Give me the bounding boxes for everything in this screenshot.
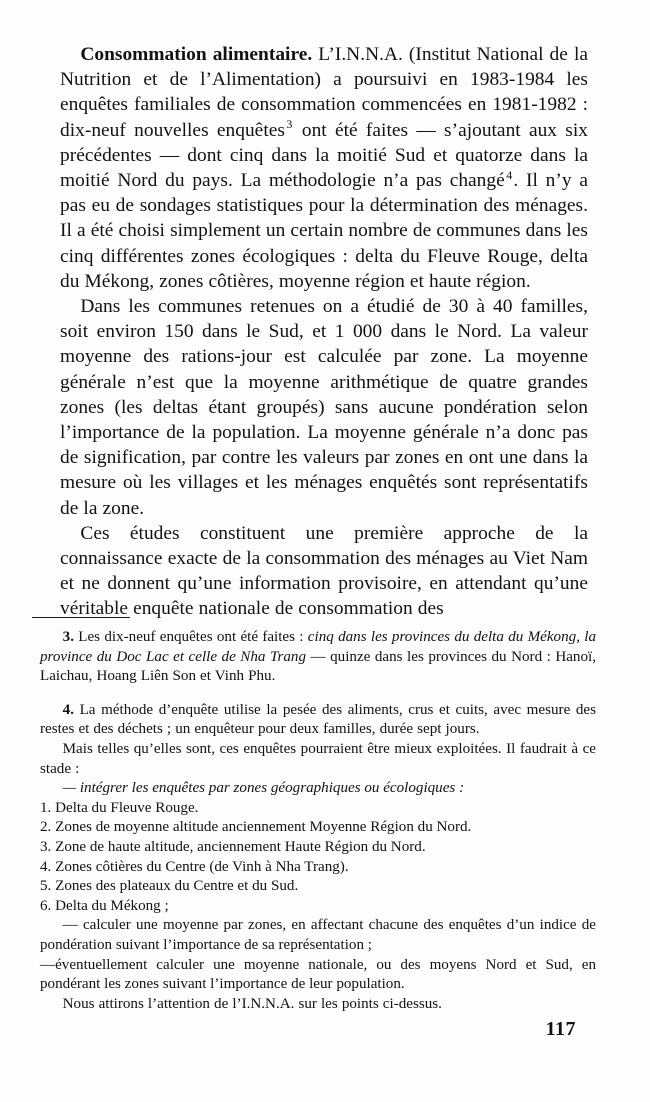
paragraph-lead-in: Consommation alimentaire.	[80, 44, 313, 65]
footnote-marker-4: 4	[506, 167, 513, 182]
recommendation-bullet-integrer: — intégrer les enquêtes par zones géographiques ou écologiques :	[62, 780, 465, 797]
paragraph-text-segment-1: L’I.N.N.A. (Institut National de la Nutrition et de l’Alimentation) a poursuivi en 1983-1984 les enquêtes familiales de consommation commencées en 1981-1982 : dix-neuf nouvelles enquêtes	[60, 44, 588, 141]
paragraph-text-segment-2: ont été faites — s’ajoutant aux six précédentes — dont cinq dans la moitié Sud et quatorze dans la moitié Nord du pays. La méthodologie n’a pas changé	[60, 119, 589, 192]
zone-list-item: 5. Zones des plateaux du Centre et du Sud.	[40, 878, 299, 895]
footnote-4-text: La méthode d’enquête utilise la pesée des aliments, crus et cuits, avec mesure des restes et des déchets ; un enquêteur pour deux familles, durée sept jours.	[40, 701, 596, 738]
footnotes-column	[40, 628, 596, 1014]
recommendation-bullet-calculer: — calculer une moyenne par zones, en affectant chacune des enquêtes d’un indice de pondération suivant l’importance de sa représentation ;	[40, 917, 596, 953]
footnote-separator-rule	[32, 617, 130, 618]
zone-list	[40, 799, 596, 917]
paragraph-consommation-alimentaire	[60, 42, 588, 294]
footnote-3-italic-clause: cinq dans les provinces du delta du Mékong, la province du Doc Lac et celle de Nha Trang	[40, 629, 596, 665]
paragraph-communes-retenues: Dans les communes retenues on a étudié de 30 à 40 familles, soit environ 150 dans le Sud, et 1 000 dans le Nord. La valeur moyenne des rations-jour est calculée par zone. La moyenne générale n’est que la moyenne arithmétique de quatre grandes zones (les deltas étant groupés) sans aucune pondération selon l’importance de la population. La moyenne générale n’a donc pas de signification, par contre les valeurs par zones en ont une dans la mesure où les villages et les ménages enquêtés sont représentatifs de la zone.	[60, 296, 588, 519]
paragraph-ces-etudes: Ces études constituent une première approche de la connaissance exacte de la consommation des ménages au Viet Nam et ne donnent qu’une information provisoire, en attendant qu’une véritable enquête nationale de consommation des	[60, 522, 588, 620]
recommendations-intro: Mais telles qu’elles sont, ces enquêtes pourraient être mieux exploitées. Il faudrait à ce stade :	[40, 740, 596, 777]
recommendation-bullet-eventuellement: —éventuellement calculer une moyenne nationale, ou des moyens Nord et Sud, en pondérant les zones suivant l’importance de leur population.	[40, 956, 596, 993]
zone-list-item: 4. Zones côtières du Centre (de Vinh à Nha Trang).	[40, 858, 349, 875]
paragraph-text-segment-3: . Il n’y a pas eu de sondages statistiques pour la détermination des ménages. Il a été choisi simplement un certain nombre de communes dans les cinq différentes zones écologiques : delta du Fleuve Rouge, delta du Mékong, zones côtières, moyenne région et haute région.	[60, 170, 588, 292]
main-text-column	[60, 42, 588, 622]
page-number: 117	[545, 1018, 576, 1040]
footnote-3-text-part-1: Les dix-neuf enquêtes ont été faites :	[73, 629, 308, 645]
recommendations-closing: Nous attirons l’attention de l’I.N.N.A. sur les points ci-dessus.	[62, 995, 442, 1012]
zone-list-item: 3. Zone de haute altitude, anciennement Haute Région du Nord.	[40, 838, 426, 855]
footnote-4-marker: 4.	[62, 701, 74, 718]
zone-list-item: 2. Zones de moyenne altitude anciennement Moyenne Région du Nord.	[40, 819, 472, 836]
footnote-3	[40, 628, 596, 687]
footnote-3-text-part-2: — quinze dans les provinces du Nord : Hanoï, Laichau, Hoang Liên Son et Vinh Phu.	[40, 648, 596, 685]
footnote-3-marker: 3.	[62, 629, 74, 645]
footnote-marker-3: 3	[286, 117, 293, 132]
footnote-4	[40, 701, 596, 740]
zone-list-item: 1. Delta du Fleuve Rouge.	[40, 799, 199, 816]
zone-list-item: 6. Delta du Mékong ;	[40, 897, 169, 914]
